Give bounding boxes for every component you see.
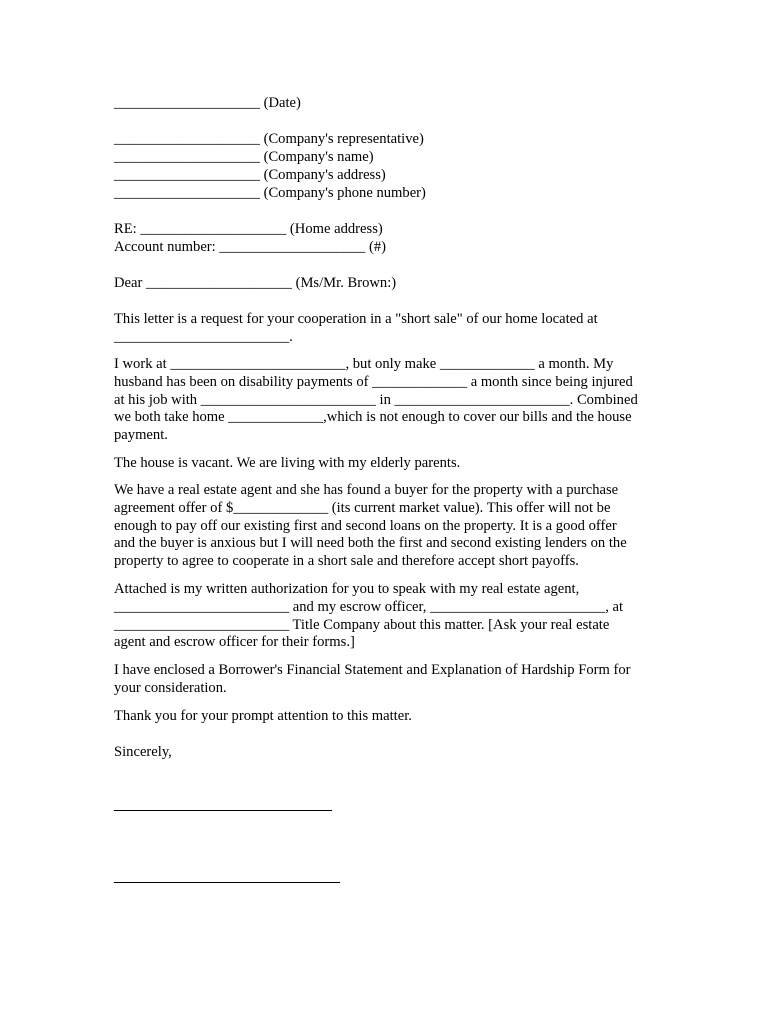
paragraph-line: agreement offer of $_____________ (its current market value). This offer will not be — [114, 499, 611, 516]
paragraph-request — [114, 311, 659, 347]
date-line: ____________________ (Date) — [114, 95, 301, 111]
paragraph-line: husband has been on disability payments of _____________ a month since being injured — [114, 373, 633, 390]
paragraph-line: property to agree to cooperate in a short sale and therefore accept short payoffs. — [114, 553, 579, 570]
paragraph-line: ________________________ Title Company about this matter. [Ask your real estate — [114, 616, 610, 633]
paragraph-line: enough to pay off our existing first and second loans on the property. It is a good offer — [114, 517, 617, 534]
paragraph-line: at his job with ________________________ in ________________________. Combined — [114, 391, 638, 408]
recipient-company-phone: ____________________ (Company's phone number) — [114, 185, 426, 201]
recipient-company-name: ____________________ (Company's name) — [114, 149, 374, 165]
signature-line — [114, 810, 332, 811]
paragraph-line: we both take home _____________,which is not enough to cover our bills and the house — [114, 409, 632, 426]
paragraph-line: your consideration. — [114, 679, 227, 696]
paragraph-income — [114, 356, 659, 445]
salutation: Dear ____________________ (Ms/Mr. Brown:) — [114, 275, 397, 291]
paragraph-line: and the buyer is anxious but I will need both the first and second existing lenders on the — [114, 535, 627, 552]
paragraph-line: agent and escrow officer for their forms.] — [114, 634, 355, 651]
paragraph-vacant: The house is vacant. We are living with my elderly parents. — [114, 455, 461, 471]
paragraph-line: ________________________ and my escrow officer, ________________________, at — [114, 598, 624, 615]
paragraph-line: I work at ________________________, but only make _____________ a month. My — [114, 356, 614, 372]
paragraph-authorization — [114, 581, 659, 652]
paragraph-offer — [114, 482, 659, 571]
paragraph-thanks: Thank you for your prompt attention to this matter. — [114, 708, 412, 724]
paragraph-line: Attached is my written authorization for you to speak with my real estate agent, — [114, 581, 580, 597]
re-line: RE: ____________________ (Home address) — [114, 221, 383, 237]
paragraph-line: ________________________. — [114, 328, 293, 345]
printed-name-line — [114, 882, 340, 883]
paragraph-line: payment. — [114, 427, 168, 444]
paragraph-line: I have enclosed a Borrower's Financial Statement and Explanation of Hardship Form for — [114, 662, 631, 678]
paragraph-line: This letter is a request for your cooperation in a "short sale" of our home located at — [114, 311, 598, 327]
recipient-company-address: ____________________ (Company's address) — [114, 167, 386, 183]
closing: Sincerely, — [114, 744, 172, 760]
account-line: Account number: ____________________ (#) — [114, 239, 386, 255]
recipient-representative: ____________________ (Company's representative) — [114, 131, 424, 147]
paragraph-enclosed — [114, 662, 659, 698]
paragraph-line: We have a real estate agent and she has found a buyer for the property with a purchase — [114, 482, 619, 498]
